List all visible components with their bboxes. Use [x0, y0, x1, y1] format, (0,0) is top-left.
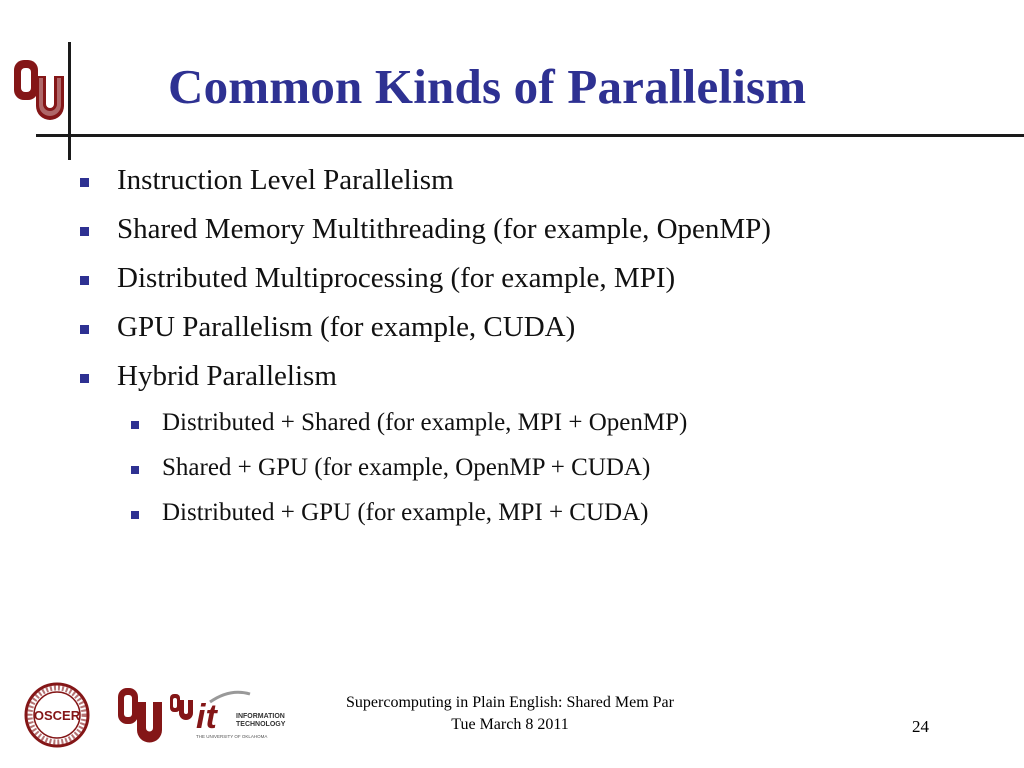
sub-bullet-item: Shared + GPU (for example, OpenMP + CUDA)	[162, 454, 651, 481]
sub-bullet-square-icon	[131, 511, 139, 519]
header-vertical-rule	[68, 42, 71, 160]
bullet-item: GPU Parallelism (for example, CUDA)	[117, 311, 576, 343]
svg-text:THE UNIVERSITY OF OKLAHOMA: THE UNIVERSITY OF OKLAHOMA	[196, 734, 268, 739]
ou-logo-icon	[12, 56, 64, 134]
svg-text:TECHNOLOGY: TECHNOLOGY	[236, 721, 286, 728]
bullet-item: Shared Memory Multithreading (for example, OpenMP)	[117, 213, 771, 245]
sub-bullet-square-icon	[131, 466, 139, 474]
bullet-item: Instruction Level Parallelism	[117, 164, 454, 196]
footer-line-2: Tue March 8 2011	[451, 716, 569, 733]
sub-bullet-item: Distributed + Shared (for example, MPI + OpenMP)	[162, 409, 688, 436]
ou-it-logo-icon	[170, 692, 286, 739]
footer-caption	[300, 692, 720, 736]
svg-text:INFORMATION: INFORMATION	[236, 713, 285, 720]
page-number: 24	[912, 717, 929, 736]
header-horizontal-rule	[36, 134, 1024, 137]
sub-bullet-item: Distributed + GPU (for example, MPI + CUDA)	[162, 499, 649, 526]
bullet-square-icon	[80, 227, 89, 236]
slide-title: Common Kinds of Parallelism	[168, 59, 807, 114]
bullet-item: Hybrid Parallelism	[117, 360, 337, 392]
sub-bullet-square-icon	[131, 421, 139, 429]
bullet-square-icon	[80, 276, 89, 285]
bullet-square-icon	[80, 374, 89, 383]
oscer-seal-icon	[26, 684, 88, 746]
bullet-item: Distributed Multiprocessing (for example, MPI)	[117, 262, 676, 294]
bullet-square-icon	[80, 178, 89, 187]
footer-logos	[24, 682, 294, 752]
footer-line-1: Supercomputing in Plain English: Shared Mem Par	[346, 694, 674, 711]
ou-footer-logo-icon	[118, 688, 162, 743]
bullet-square-icon	[80, 325, 89, 334]
svg-text:it: it	[196, 698, 217, 736]
oscer-text: OSCER	[33, 708, 81, 723]
